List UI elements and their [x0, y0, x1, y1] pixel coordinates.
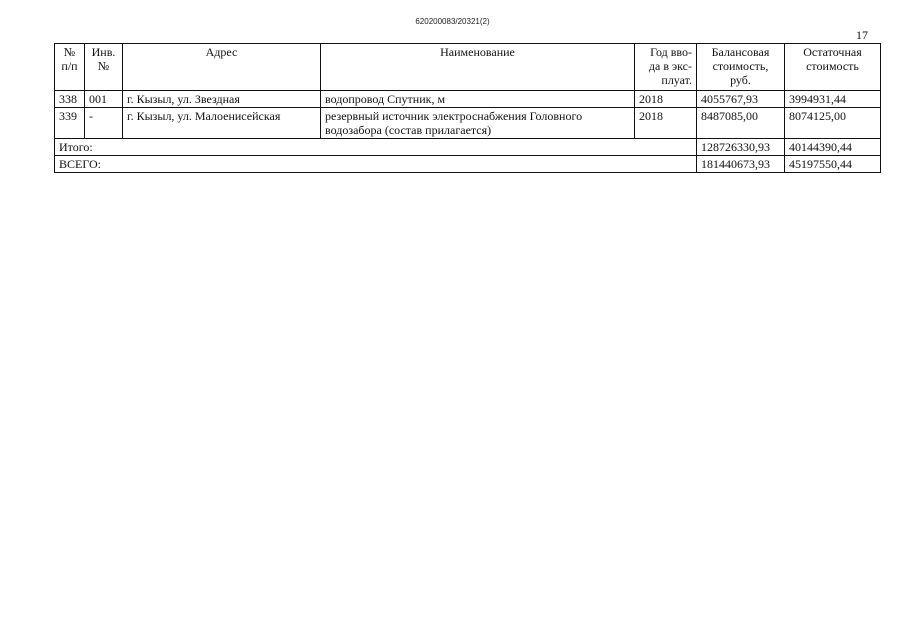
row-num: 338 [55, 91, 85, 108]
document-id: 620200083/20321(2) [415, 17, 490, 26]
header-inv-line1: Инв. [91, 45, 116, 59]
table-row [55, 91, 881, 108]
row-address: г. Кызыл, ул. Малоенисейская [123, 108, 321, 139]
header-num-line1: № [63, 45, 76, 59]
row-balance: 8487085,00 [697, 108, 785, 139]
row-name: водопровод Спутник, м [321, 91, 635, 108]
row-year: 2018 [635, 91, 697, 108]
row-year: 2018 [635, 108, 697, 139]
subtotal-label: Итого: [55, 139, 697, 156]
header-num [55, 44, 85, 91]
inventory-table [54, 43, 881, 173]
header-balance [697, 44, 785, 91]
header-residual [785, 44, 881, 91]
header-balance-line1: Балансовая [711, 45, 770, 59]
header-year-line3: плуат. [661, 73, 692, 87]
header-residual-line1: Остаточная [803, 45, 862, 59]
header-residual-line2: стоимость [806, 59, 859, 73]
header-num-line2: п/п [61, 59, 78, 73]
subtotal-row [55, 139, 881, 156]
row-inv: - [85, 108, 123, 139]
total-balance: 181440673,93 [697, 156, 785, 173]
header-name: Наименование [321, 44, 635, 91]
row-residual: 3994931,44 [785, 91, 881, 108]
total-residual: 45197550,44 [785, 156, 881, 173]
subtotal-residual: 40144390,44 [785, 139, 881, 156]
row-inv: 001 [85, 91, 123, 108]
header-year [635, 44, 697, 91]
total-row [55, 156, 881, 173]
header-balance-line3: руб. [730, 73, 751, 87]
total-label: ВСЕГО: [55, 156, 697, 173]
header-year-line1: Год вво- [650, 45, 692, 59]
row-residual: 8074125,00 [785, 108, 881, 139]
row-num: 339 [55, 108, 85, 139]
header-inv [85, 44, 123, 91]
subtotal-balance: 128726330,93 [697, 139, 785, 156]
header-inv-line2: № [97, 59, 110, 73]
header-balance-line2: стоимость, [712, 59, 769, 73]
row-balance: 4055767,93 [697, 91, 785, 108]
page-number: 17 [856, 28, 868, 42]
row-name: резервный источник электроснабжения Головного водозабора (состав прилагается) [321, 108, 635, 139]
header-address: Адрес [123, 44, 321, 91]
row-address: г. Кызыл, ул. Звездная [123, 91, 321, 108]
table-row [55, 108, 881, 139]
header-row [55, 44, 881, 91]
header-year-line2: да в экс- [648, 59, 692, 73]
